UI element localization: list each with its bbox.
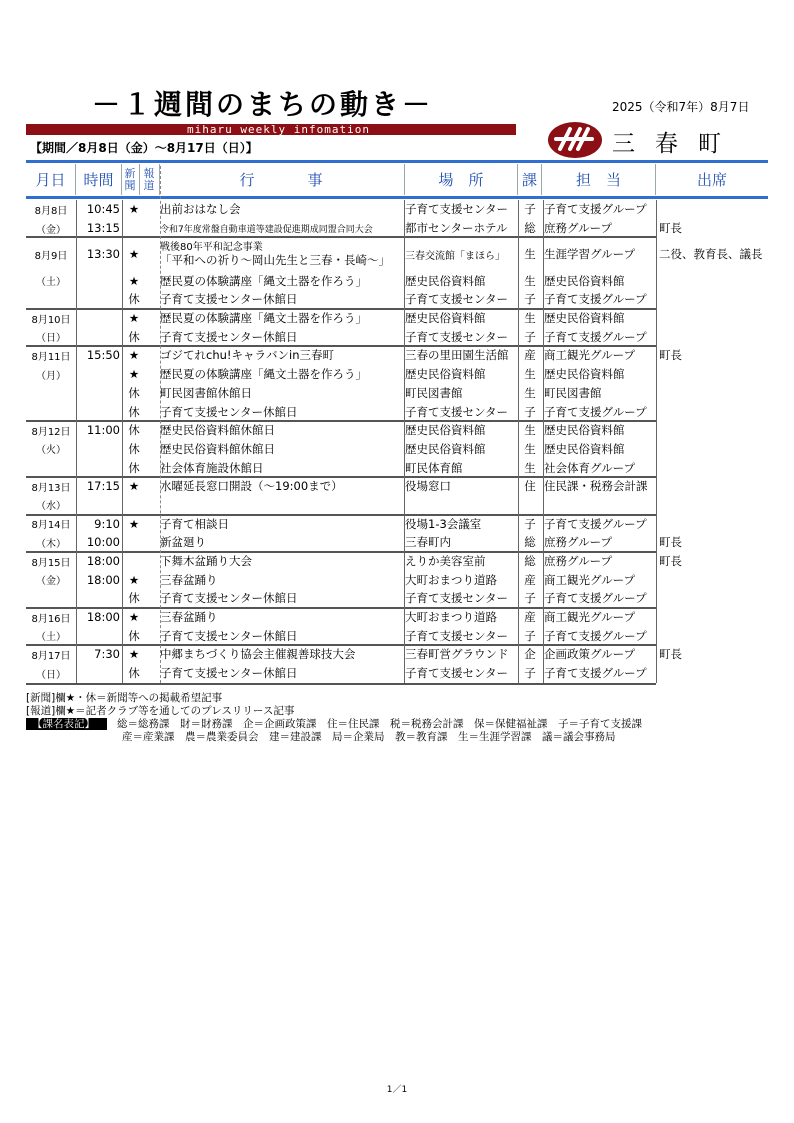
row-attend: [659, 327, 794, 346]
row-tanto: 商工観光グループ: [544, 572, 636, 587]
row-time: 11:00: [86, 423, 120, 438]
row-tanto: 社会体育グループ: [544, 460, 636, 475]
row-ka: 産: [524, 610, 536, 625]
group-separator: [26, 607, 656, 609]
row-place: 大町おまつり道路: [405, 572, 497, 587]
row-press: [146, 346, 161, 365]
note-press: [報道]欄★＝記者クラブ等を通してのプレスリリース記事: [26, 705, 295, 717]
row-date: [26, 589, 76, 608]
column-divider: [122, 200, 123, 683]
town-name: 三春町: [612, 131, 741, 157]
row-news: 休: [128, 441, 140, 456]
row-ka: 総: [524, 535, 536, 550]
row-place: 歴史民俗資料館: [405, 441, 486, 456]
row-date: （火）: [36, 445, 66, 457]
row-ka: 生: [524, 247, 536, 262]
row-attend: [659, 458, 794, 477]
page-title: －１週間のまちの動き－: [92, 88, 434, 121]
row-tanto: 庶務グループ: [544, 554, 613, 569]
row-attend: 町長: [659, 535, 682, 550]
row-press: [146, 477, 161, 496]
row-attend: 二役、教育長、議長: [659, 247, 763, 262]
row-news: 休: [128, 591, 140, 606]
row-time: 18:00: [86, 554, 120, 569]
row-news: ★: [128, 273, 140, 288]
row-time: [76, 440, 120, 459]
row-press: [146, 237, 161, 271]
row-press: [146, 421, 161, 440]
row-press: [146, 608, 161, 627]
row-news: 休: [128, 666, 140, 681]
row-ka: 生: [524, 273, 536, 288]
col-attend: 出席: [696, 171, 727, 189]
table-bottom-rule: [26, 683, 656, 685]
row-place: 歴史民俗資料館: [405, 273, 486, 288]
row-attend: [659, 290, 794, 309]
row-place: 役場窓口: [405, 479, 451, 494]
row-news: ★: [128, 479, 140, 494]
row-press: [146, 589, 161, 608]
row-news: [122, 552, 146, 571]
row-news: 休: [128, 385, 140, 400]
row-place: 歴史民俗資料館: [405, 367, 486, 382]
schedule-table: [26, 200, 763, 683]
row-ka: 産: [524, 348, 536, 363]
row-event: 三春盆踊り: [160, 610, 218, 625]
table-row: [26, 552, 682, 571]
row-time: [76, 664, 120, 683]
note-news: [新聞]欄★・休＝新聞等への掲載希望記事: [26, 692, 223, 704]
group-separator: [26, 476, 656, 478]
row-ka: 総: [524, 554, 536, 569]
row-event: 出前おはなし会: [160, 202, 241, 217]
town-logo-icon: [546, 121, 604, 159]
row-date: （水）: [36, 501, 66, 513]
col-date: 月日: [26, 164, 76, 195]
table-row: [26, 309, 656, 328]
column-divider: [543, 200, 544, 683]
row-attend: [659, 496, 794, 515]
row-time: 15:50: [86, 348, 120, 363]
table-row: [26, 346, 682, 365]
table-row: [26, 477, 656, 496]
row-time: [76, 496, 120, 515]
row-date: 8月16日: [31, 613, 71, 625]
row-attend: [659, 200, 794, 219]
column-divider: [656, 200, 657, 683]
row-attend: [659, 402, 794, 421]
row-place: 子育て支援センター: [405, 202, 509, 217]
row-tanto: 子育て支援グループ: [544, 591, 647, 606]
subtitle: miharu weekly infomation: [187, 123, 370, 136]
row-tanto: 歴史民俗資料館: [544, 367, 625, 382]
table-row: [26, 458, 656, 477]
row-tanto: 歴史民俗資料館: [544, 311, 625, 326]
row-tanto: 庶務グループ: [544, 221, 613, 236]
row-attend: 町長: [659, 221, 682, 236]
row-ka: 生: [524, 441, 536, 456]
row-news: ★: [128, 367, 140, 382]
col-press: [140, 164, 160, 195]
row-news: ★: [128, 516, 140, 531]
row-event: 子育て支援センター休館日: [160, 292, 298, 307]
row-ka: 子: [524, 329, 536, 344]
row-press: [146, 552, 161, 571]
note-dept-line1: 総＝総務課 財＝財務課 企＝企画政策課 住＝住民課 税＝税務会計課 保＝保健福祉課 子＝子育て支援課: [117, 718, 643, 730]
row-date: 8月12日: [31, 426, 71, 438]
row-date: 8月17日: [31, 650, 71, 662]
row-press: [146, 327, 161, 346]
notes: [26, 692, 642, 744]
row-date: （日）: [36, 669, 66, 681]
row-news: ★: [128, 247, 140, 262]
row-attend: [659, 440, 794, 459]
row-place: 子育て支援センター: [405, 591, 509, 606]
table-row: [26, 626, 656, 645]
row-time: 13:30: [86, 247, 120, 262]
row-date: （木）: [36, 538, 66, 550]
note-dept: [26, 718, 642, 731]
row-ka: 住: [524, 479, 536, 494]
row-tanto: 生涯学習グループ: [544, 247, 636, 262]
row-event: [160, 237, 402, 271]
row-press: [146, 496, 161, 515]
row-news: ★: [128, 610, 140, 625]
row-news: 休: [128, 423, 140, 438]
row-event: [160, 496, 402, 515]
row-event: 社会体育施設休館日: [160, 460, 264, 475]
row-place: 子育て支援センター: [405, 329, 509, 344]
row-tanto: 町民図書館: [544, 385, 602, 400]
table-row: [26, 200, 656, 219]
row-time: 18:00: [86, 610, 120, 625]
row-attend: [659, 384, 794, 403]
row-date: [26, 384, 76, 403]
row-tanto: 住民課・税務会計課: [544, 479, 648, 494]
row-place: [405, 496, 518, 515]
row-ka: 子: [524, 666, 536, 681]
row-time: 17:15: [86, 479, 120, 494]
group-separator: [26, 236, 656, 238]
row-event: 歴史民俗資料館休館日: [160, 441, 275, 456]
table-row: [26, 219, 682, 238]
row-time: 10:45: [86, 202, 120, 217]
group-separator: [26, 514, 656, 516]
row-news: 休: [128, 329, 140, 344]
group-separator: [26, 644, 656, 646]
row-attend: [659, 365, 794, 384]
row-place: 歴史民俗資料館: [405, 423, 486, 438]
row-event: 子育て支援センター休館日: [160, 404, 298, 419]
row-place: 歴史民俗資料館: [405, 311, 486, 326]
row-time: 10:00: [86, 535, 120, 550]
table-row: [26, 440, 656, 459]
row-news: [122, 496, 146, 515]
row-time: 13:15: [86, 221, 120, 236]
row-tanto: 子育て支援グループ: [544, 516, 647, 531]
row-date: [26, 458, 76, 477]
table-row: [26, 533, 682, 552]
row-event: 町民図書館休館日: [160, 385, 252, 400]
row-news: 休: [128, 292, 140, 307]
row-tanto: 庶務グループ: [544, 535, 613, 550]
row-ka: 生: [524, 311, 536, 326]
col-tanto: 担 当: [542, 164, 656, 195]
row-ka: 子: [524, 591, 536, 606]
col-event: 行 事: [160, 164, 405, 195]
row-tanto: [544, 496, 658, 515]
header-rule: [26, 160, 768, 163]
row-time: 9:10: [94, 516, 120, 531]
group-separator: [26, 420, 656, 422]
row-time: [76, 271, 120, 290]
row-press: [146, 365, 161, 384]
row-ka: 産: [524, 572, 536, 587]
row-tanto: 子育て支援グループ: [544, 329, 647, 344]
row-press: [146, 458, 161, 477]
note-dept-line2: 産＝産業課 農＝農業委員会 建＝建設課 局＝企業局 教＝教育課 生＝生涯学習課 議＝議会事務局: [122, 731, 616, 743]
row-attend: 町長: [659, 554, 682, 569]
row-attend: 町長: [659, 348, 682, 363]
row-place: 子育て支援センター: [405, 292, 509, 307]
column-divider: [76, 200, 77, 683]
row-date: [26, 402, 76, 421]
row-attend: [659, 570, 794, 589]
row-time: [76, 402, 120, 421]
row-attend: [659, 589, 794, 608]
row-attend: [659, 514, 794, 533]
row-press: [146, 309, 161, 328]
row-press: [146, 626, 161, 645]
row-attend: [659, 271, 794, 290]
row-place: 町民体育館: [405, 460, 463, 475]
row-date: （土）: [36, 632, 66, 644]
table-row: [26, 589, 656, 608]
table-header: [26, 164, 768, 195]
row-press: [146, 271, 161, 290]
row-event: 歴民夏の体験講座「縄文土器を作ろう」: [160, 367, 367, 382]
row-press: [146, 533, 161, 552]
row-tanto: 歴史民俗資料館: [544, 273, 625, 288]
col-time: 時間: [76, 164, 122, 195]
row-time: [76, 290, 120, 309]
table-row: [26, 237, 763, 271]
row-place: 子育て支援センター: [405, 666, 509, 681]
row-place: 役場1-3会議室: [405, 516, 482, 531]
row-place: 三春町営グラウンド: [405, 647, 509, 662]
row-date: 8月14日: [31, 520, 71, 532]
table-row: [26, 645, 682, 664]
row-place: えりか美容室前: [405, 554, 486, 569]
row-place: 三春交流館「まほら」: [405, 250, 505, 262]
row-date: （日）: [36, 333, 66, 345]
header-rule-bottom: [26, 196, 768, 199]
row-place: 三春町内: [405, 535, 451, 550]
row-news: ★: [128, 348, 140, 363]
row-ka: [518, 496, 542, 515]
row-event: ゴジてれchu!キャラバンin三春町: [160, 348, 334, 363]
table-row: [26, 664, 656, 683]
row-time: 7:30: [94, 647, 120, 662]
row-event: 下舞木盆踊り大会: [160, 554, 252, 569]
row-tanto: 子育て支援グループ: [544, 292, 647, 307]
table-row: [26, 514, 656, 533]
row-press: [146, 402, 161, 421]
row-news: ★: [128, 572, 140, 587]
group-separator: [26, 345, 656, 347]
row-event: 子育て支援センター休館日: [160, 591, 298, 606]
row-ka: 子: [524, 202, 536, 217]
row-time: 18:00: [86, 572, 120, 587]
table-row: [26, 496, 656, 515]
row-press: [146, 219, 161, 238]
row-attend: [659, 626, 794, 645]
row-event-line1: 戦後80年平和記念事業: [160, 242, 263, 254]
row-time: [76, 327, 120, 346]
row-attend: 町長: [659, 647, 682, 662]
row-press: [146, 200, 161, 219]
col-place: 場 所: [405, 164, 518, 195]
column-divider: [518, 200, 519, 683]
table-row: [26, 421, 656, 440]
row-event: 子育て相談日: [160, 516, 229, 531]
row-place: 都市センターホテル: [405, 221, 508, 236]
row-date: 8月13日: [31, 482, 71, 494]
col-news: [122, 164, 140, 195]
row-ka: 子: [524, 516, 536, 531]
col-news-label: 新聞: [124, 166, 136, 192]
row-event: 子育て支援センター休館日: [160, 628, 298, 643]
table-row: [26, 570, 656, 589]
row-attend: [659, 608, 794, 627]
row-tanto: 子育て支援グループ: [544, 666, 647, 681]
row-news: [122, 533, 146, 552]
row-news: 休: [128, 628, 140, 643]
row-press: [146, 514, 161, 533]
row-tanto: 商工観光グループ: [544, 610, 636, 625]
row-time: [76, 458, 120, 477]
row-event: 新盆廻り: [160, 535, 206, 550]
row-event: 中郷まちづくり協会主催親善球技大会: [160, 647, 356, 662]
page-number: 1／1: [386, 1085, 408, 1095]
row-time: [76, 309, 120, 328]
row-date: 8月15日: [31, 557, 71, 569]
row-tanto: 歴史民俗資料館: [544, 423, 625, 438]
row-news: [122, 219, 146, 238]
row-event: 水曜延長窓口開設（～19:00まで）: [160, 479, 343, 494]
row-time: [76, 626, 120, 645]
column-divider: [160, 166, 161, 683]
row-event: 歴民夏の体験講座「縄文土器を作ろう」: [160, 311, 367, 326]
row-tanto: 歴史民俗資料館: [544, 441, 625, 456]
table-row: [26, 327, 656, 346]
period-label: 【期間／8月8日（金）～8月17日（日）】: [30, 141, 258, 155]
row-date: （月）: [36, 370, 66, 382]
row-date: （金）: [36, 576, 66, 588]
column-divider: [404, 200, 405, 683]
group-separator: [26, 308, 656, 310]
row-time: [76, 384, 120, 403]
row-tanto: 子育て支援グループ: [544, 628, 647, 643]
row-ka: 子: [524, 292, 536, 307]
row-attend: [659, 309, 794, 328]
row-time: [76, 589, 120, 608]
note-dept-label: 【課名表記】: [26, 718, 107, 730]
row-date: 8月11日: [31, 351, 71, 363]
row-event: 子育て支援センター休館日: [160, 329, 298, 344]
row-press: [146, 290, 161, 309]
row-press: [146, 440, 161, 459]
row-event: 歴史民俗資料館休館日: [160, 423, 275, 438]
row-date: 8月8日: [34, 205, 68, 217]
row-news: 休: [128, 404, 140, 419]
row-attend: [659, 421, 794, 440]
row-tanto: 企画政策グループ: [544, 647, 636, 662]
row-ka: 生: [524, 385, 536, 400]
row-date: （金）: [36, 224, 66, 236]
row-place: 町民図書館: [405, 385, 463, 400]
row-event: 歴民夏の体験講座「縄文土器を作ろう」: [160, 273, 367, 288]
row-date: [26, 290, 76, 309]
row-news: 休: [128, 460, 140, 475]
row-press: [146, 384, 161, 403]
row-attend: [659, 664, 794, 683]
row-tanto: 商工観光グループ: [544, 348, 636, 363]
row-ka: 生: [524, 460, 536, 475]
row-ka: 子: [524, 628, 536, 643]
row-news: ★: [128, 647, 140, 662]
row-date: （土）: [36, 277, 66, 289]
row-ka: 生: [524, 423, 536, 438]
row-place: 大町おまつり道路: [405, 610, 497, 625]
col-press-label: 報道: [143, 166, 155, 192]
row-place: 子育て支援センター: [405, 628, 509, 643]
row-ka: 子: [524, 404, 536, 419]
table-row: [26, 290, 656, 309]
group-separator: [26, 551, 656, 553]
table-row: [26, 384, 656, 403]
table-row: [26, 608, 656, 627]
table-row: [26, 402, 656, 421]
row-press: [146, 664, 161, 683]
issue-date: 2025（令和7年）8月7日: [612, 100, 750, 114]
row-ka: 総: [524, 221, 536, 236]
row-date: 8月9日: [34, 250, 68, 262]
row-event: 子育て支援センター休館日: [160, 666, 298, 681]
row-ka: 企: [524, 647, 536, 662]
row-event: 令和7年度常盤自動車道等建設促進期成同盟合同大会: [160, 224, 373, 235]
row-place: 子育て支援センター: [405, 404, 509, 419]
row-press: [146, 645, 161, 664]
row-tanto: 子育て支援グループ: [544, 202, 647, 217]
row-press: [146, 570, 161, 589]
col-ka: 課: [518, 164, 542, 195]
row-attend: [659, 477, 794, 496]
row-news: ★: [128, 311, 140, 326]
row-event: 三春盆踊り: [160, 572, 218, 587]
table-row: [26, 365, 656, 384]
table-row: [26, 271, 656, 290]
row-news: ★: [128, 202, 140, 217]
row-date: 8月10日: [31, 314, 71, 326]
row-tanto: 子育て支援グループ: [544, 404, 647, 419]
row-time: [76, 365, 120, 384]
row-place: 三春の里田園生活館: [405, 348, 509, 363]
row-event-line2: 「平和への祈り～岡山先生と三春・長崎～」: [160, 253, 390, 268]
row-ka: 生: [524, 367, 536, 382]
